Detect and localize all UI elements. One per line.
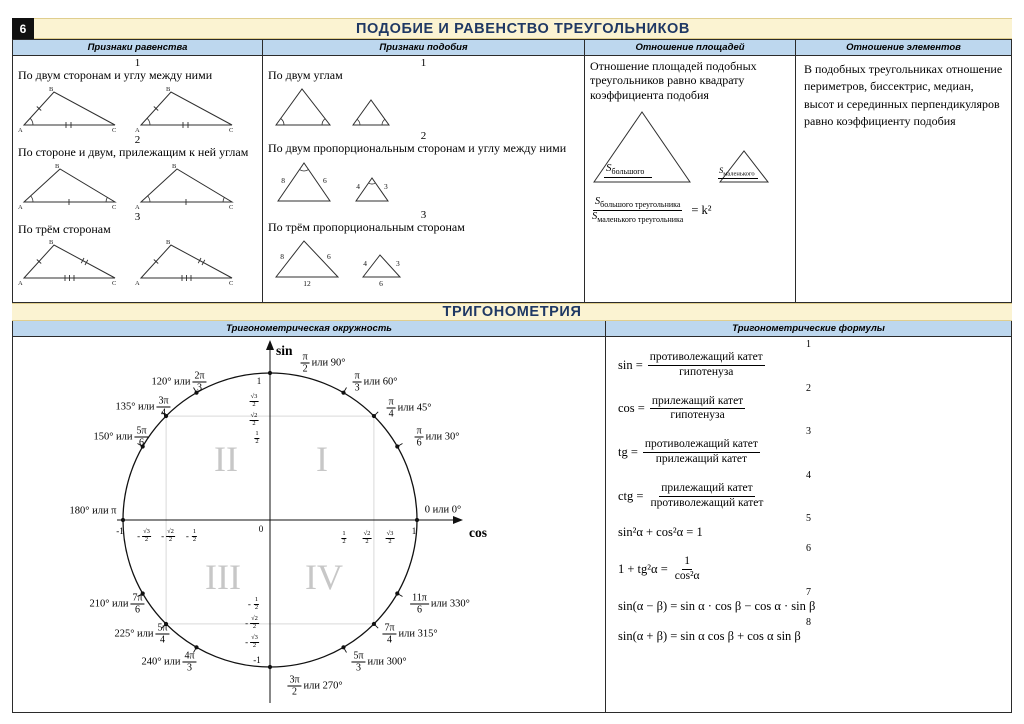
angle-label-240deg: 240° или $\frac{4\pi}{3}$ (141, 650, 195, 674)
svg-text:C: C (112, 280, 117, 288)
angle-label-120deg: 120° или $\frac{2\pi}{3}$ (151, 370, 205, 394)
item-text: По стороне и двум, прилежащим к ней углам (18, 144, 249, 159)
areas-drawing (590, 106, 790, 188)
axis-tick-vm12: - $\frac{1}{2}$ (247, 596, 259, 611)
header-trig-circle: Тригонометрическая окружность (13, 321, 606, 336)
page-number: 6 (12, 18, 34, 39)
item-text: По трём пропорциональным сторонам (268, 219, 465, 234)
angle-label-315deg: $\frac{7\pi}{4}$ или 315° (384, 622, 438, 646)
item-number: 1 (134, 57, 141, 69)
equality-column (13, 56, 263, 302)
formula-number: 1 (806, 339, 811, 350)
item-text: По двум углам (268, 68, 343, 82)
elements-column (796, 56, 1011, 302)
angle-label-135deg: 135° или $\frac{3\pi}{4}$ (115, 395, 169, 419)
small-triangle-area-label: $S_{маленького}$ (718, 165, 758, 179)
trig-formula-6 (616, 543, 1001, 584)
angle-label-150deg: 150° или $\frac{5\pi}{6}$ (93, 425, 147, 449)
svg-text:A: A (135, 203, 140, 211)
axis-tick-v32: $\frac{√3}{2}$ (250, 393, 258, 408)
svg-text:A: A (18, 203, 23, 211)
svg-text:6: 6 (327, 252, 331, 262)
formula-number: 8 (806, 616, 811, 628)
formula-number: 3 (806, 426, 811, 438)
trig-table-header (12, 321, 1012, 337)
trig-table (12, 321, 1012, 713)
svg-text:C: C (229, 280, 234, 288)
svg-text:12: 12 (303, 279, 311, 289)
svg-text:8: 8 (280, 252, 284, 262)
axis-tick-hm12: - $\frac{1}{2}$ (185, 528, 197, 543)
sss-similar-triangles-drawing (268, 235, 568, 289)
equality-item-1 (18, 57, 257, 134)
svg-text:B: B (49, 85, 54, 93)
item-number: 3 (134, 210, 141, 223)
svg-text:B: B (166, 85, 171, 93)
trig-table-body (12, 337, 1012, 713)
formula-number: 6 (806, 543, 811, 555)
axis-tick-v1: 1 (256, 376, 262, 386)
axis-tick-v12: $\frac{1}{2}$ (255, 430, 259, 445)
big-triangle-area-label: $S_{большого}$ (604, 162, 652, 178)
svg-text:A: A (135, 280, 140, 288)
similarity-item-1 (268, 57, 579, 130)
similarity-item-3 (268, 209, 579, 290)
triangles-table (12, 39, 1012, 303)
area-ratio-equals: = k² (691, 203, 712, 218)
section2-title: ТРИГОНОМЕТРИЯ (12, 303, 1012, 321)
quadrant-label-IV: IV (305, 557, 343, 597)
item-text: По трём сторонам (18, 221, 111, 236)
sas-similar-triangles-drawing (268, 157, 568, 209)
formula-number: 2 (806, 382, 811, 394)
axis-tick-h22: $\frac{√2}{2}$ (363, 530, 371, 545)
item-number: 2 (134, 133, 141, 146)
svg-text:B: B (55, 162, 60, 170)
formula-expression: tg = $\frac{\text{противолежащий катет}}{\text{прилежащий катет}}$ (618, 438, 758, 465)
similarity-column (263, 56, 585, 302)
svg-text:B: B (49, 239, 54, 247)
trig-formulas-panel (606, 337, 1011, 712)
formula-number: 4 (806, 469, 811, 481)
svg-text:C: C (229, 126, 234, 134)
svg-text:8: 8 (281, 175, 285, 185)
svg-text:6: 6 (323, 175, 327, 185)
trig-formula-3 (616, 426, 1001, 467)
cos-axis-label: cos (469, 525, 487, 540)
axis-tick-h1: 1 (411, 526, 417, 536)
header-equality: Признаки равенства (13, 40, 263, 55)
svg-text:A: A (18, 280, 23, 288)
angle-label-180deg: 180° или π (69, 505, 117, 517)
trig-formula-7 (616, 587, 1001, 614)
svg-text:4: 4 (363, 259, 367, 269)
angle-label-45deg: $\frac{\pi}{4}$ или 45° (388, 396, 432, 420)
trig-formula-5 (616, 513, 1001, 540)
trig-formula-2 (616, 383, 1001, 424)
trig-formula-4 (616, 470, 1001, 511)
angle-label-210deg: 210° или $\frac{7\pi}{6}$ (89, 592, 143, 616)
angle-label-270deg: $\frac{3\pi}{2}$ или 270° (289, 674, 343, 698)
angle-label-60deg: $\frac{\pi}{3}$ или 60° (354, 370, 398, 394)
axis-tick-h12: $\frac{1}{2}$ (342, 530, 346, 545)
triangles-table-header (13, 40, 1011, 56)
formula-expression: sin(α − β) = sin α · cos β − cos α · sin β (618, 598, 816, 613)
quadrant-label-III: III (205, 557, 241, 597)
formula-expression: sin = $\frac{\text{противолежащий катет}}{\text{гипотенуза}}$ (618, 351, 763, 378)
svg-text:4: 4 (356, 181, 360, 191)
formula-expression: cos = $\frac{\text{прилежащий катет}}{\text{гипотенуза}}$ (618, 394, 744, 422)
quadrant-label-I: I (316, 439, 328, 479)
sss-triangles-drawing (18, 237, 250, 287)
asa-triangles-drawing (18, 161, 250, 211)
formula-expression: 1 + tg²α = $\frac{1}{\text{cos²α}}$ (618, 555, 700, 583)
trig-circle-panel (13, 337, 606, 712)
angle-label-330deg: $\frac{11\pi}{6}$ или 330° (412, 592, 470, 616)
axis-tick-v22: $\frac{√2}{2}$ (250, 412, 258, 427)
sheet (12, 18, 1012, 713)
axis-tick-vm22: - $\frac{√2}{2}$ (245, 615, 258, 630)
axis-tick-hm32: - $\frac{√3}{2}$ (137, 528, 150, 543)
trig-formula-1 (616, 339, 1001, 380)
angle-label-300deg: $\frac{5\pi}{3}$ или 300° (353, 650, 407, 674)
trig-formula-8 (616, 617, 1001, 644)
angle-label-225deg: 225° или $\frac{5\pi}{4}$ (114, 622, 168, 646)
equality-item-2 (18, 134, 257, 211)
axis-tick-vm1: -1 (253, 655, 261, 665)
formula-expression: sin²α + cos²α = 1 (618, 525, 703, 540)
header-trig-formulas: Тригонометрические формулы (732, 323, 885, 334)
formula-number: 7 (806, 586, 811, 598)
section1-title: ПОДОБИЕ И РАВЕНСТВО ТРЕУГОЛЬНИКОВ (34, 18, 1012, 39)
header-elements: Отношение элементов (846, 42, 961, 53)
triangles-table-body (13, 56, 1011, 302)
formula-expression: ctg = $\frac{\text{прилежащий катет}}{\text{противолежащий катет}}$ (618, 481, 764, 509)
item-number: 3 (420, 208, 427, 221)
angle-label-30deg: $\frac{\pi}{6}$ или 30° (416, 425, 460, 449)
svg-text:C: C (229, 203, 234, 211)
item-number: 1 (420, 57, 427, 69)
item-text: По двум пропорциональным сторонам и углу между ними (268, 140, 567, 155)
svg-text:3: 3 (396, 259, 400, 269)
similarity-item-2 (268, 130, 579, 209)
quadrant-label-II: II (214, 439, 238, 479)
svg-text:C: C (112, 203, 117, 211)
axis-tick-h0: 0 (258, 524, 264, 534)
item-text: По двум сторонам и углу между ними (18, 68, 213, 82)
svg-text:C: C (112, 126, 117, 134)
header-areas: Отношение площадей (585, 40, 796, 55)
svg-text:A: A (135, 126, 140, 134)
svg-text:A: A (18, 126, 23, 134)
svg-text:3: 3 (384, 181, 388, 191)
svg-text:6: 6 (379, 279, 383, 289)
axis-tick-hm22: - $\frac{√2}{2}$ (161, 528, 174, 543)
item-number: 2 (420, 129, 427, 142)
header-similarity: Признаки подобия (263, 40, 585, 55)
axis-tick-h32: $\frac{√3}{2}$ (386, 530, 394, 545)
angle-label-0deg: 0 или 0° (424, 504, 462, 516)
angle-label-90deg: $\frac{\pi}{2}$ или 90° (302, 351, 346, 375)
area-ratio-formula: $\frac{S_{большого треугольника}}{S_{маленького треугольника}}$ = k² (592, 196, 712, 225)
formula-expression: sin(α + β) = sin α cos β + cos α sin β (618, 628, 801, 643)
equality-item-3 (18, 211, 257, 288)
sas-triangles-drawing (18, 84, 250, 134)
areas-column (585, 56, 796, 302)
aa-similar-triangles-drawing (268, 84, 568, 130)
formula-number: 5 (806, 513, 811, 525)
elements-text: В подобных треугольниках отношение периметров, биссектрис, медиан, высот и серединных перпендикуляров равно коэффициенту подобия (804, 62, 1003, 129)
axis-tick-hm1: -1 (116, 526, 124, 536)
areas-text: Отношение площадей подобных треугольников равно квадрату коэффициента подобия (590, 59, 757, 102)
svg-text:B: B (172, 162, 177, 170)
sin-axis-label: sin (276, 343, 293, 358)
axis-tick-vm32: - $\frac{√3}{2}$ (245, 634, 258, 649)
svg-text:B: B (166, 239, 171, 247)
top-header (12, 18, 1012, 39)
unit-circle-drawing (13, 337, 606, 712)
